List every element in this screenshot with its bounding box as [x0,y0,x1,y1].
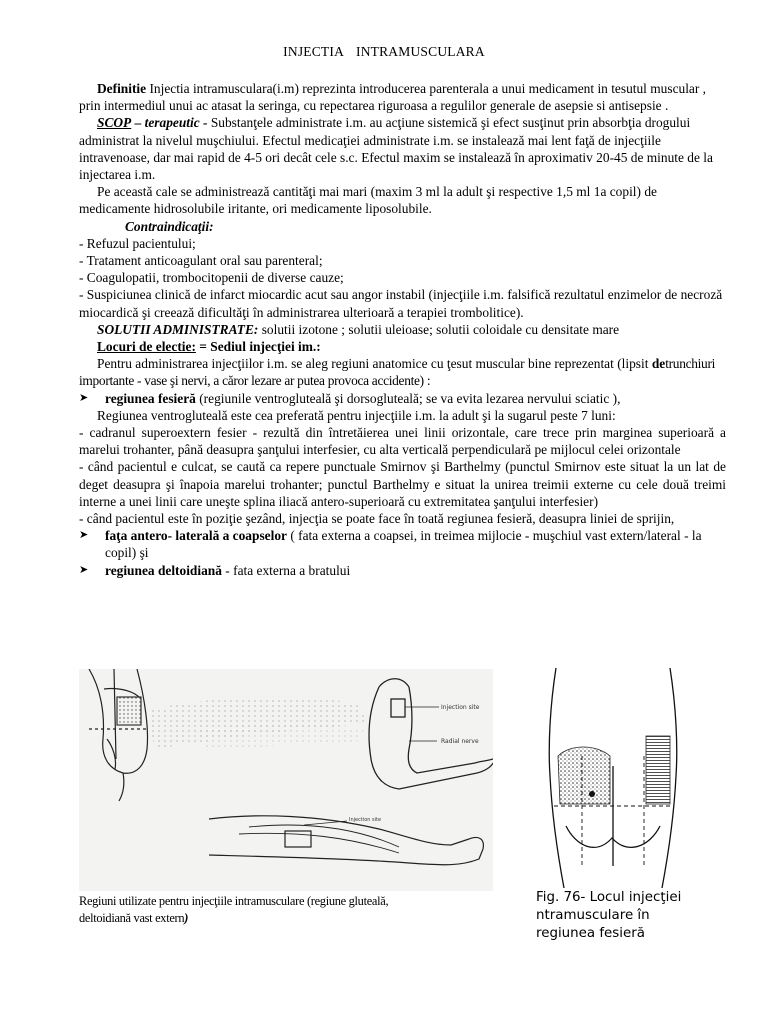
solutii-paragraph [79,321,726,338]
coapsa-bullet [79,527,726,561]
contraindicatie-item: - Tratament anticoagulant oral sau parenteral; [79,253,323,269]
speckle-texture [149,696,369,751]
gluteal-back-drawing [536,666,688,888]
injection-site-label: Injection site [441,704,480,711]
page-title [0,44,768,60]
fesiera-paragraph: Regiunea ventrogluteală este cea preferată pentru injecţiile i.m. la adult şi la sugarul peste 7 luni: [97,407,616,423]
figure1-caption: Regiuni utilizate pentru injecţiile intramusculare (regiune gluteală, deltoidiană vast extern) [79,894,389,925]
locuri-heading [79,338,726,355]
injection-regions-figure [79,669,493,891]
locuri-paragraph: Pentru administrarea injecţiilor i.m. se aleg regiuni anatomice cu ţesut muscular bine reprezentat (lipsit detrunchiuri importante - vase şi nervi, a căror lezare ar putea provoca accidente) : [79,356,716,389]
fesiera-detail: - când pacientul e culcat, se caută ca repere punctuale Smirnov şi Barthelmy (punctul Smirnov este situat la un lat de deget deasupra şi înapoia marelui trohanter; punctul Barthelmy e situat la unirea treimii externe cu cele două treimi interne a unei linii care uneşte splina iliacă antero-superioară cu extremitatea şanţului interfesier) [79,459,726,509]
deltoid-arm-drawing [369,679,493,789]
arrow-bullet-icon: ➤ [79,563,89,576]
title-word-2: INTRAMUSCULARA [356,44,485,59]
locuri-label-2: = Sediul injecţiei im.: [199,339,321,355]
gluteal-injection-figure [536,666,688,888]
arrow-bullet-icon: ➤ [79,529,89,542]
arrow-bullet-icon: ➤ [79,391,89,404]
radial-nerve-label: Radial nerve [441,738,479,745]
contraindicatii-heading: Contraindicaţii: [125,218,214,234]
injection-regions-drawing [79,669,493,891]
thigh-injection-site-label: Injection site [349,817,382,823]
scop-label-2: – terapeutic - [134,115,208,131]
thigh-leg-drawing [209,816,483,865]
fesiera-bullet [79,390,726,407]
scop-label: SCOP [97,115,132,131]
definitie-label: Definitie [97,81,147,96]
cantitati-paragraph: Pe această cale se administrează cantităţi mai mari (maxim 3 ml la adult şi respective 1,5 ml 1a copil) de medicamente hidrosolubile iritante, ori medicamente liposolubile. [79,184,657,217]
deltoid-bullet [79,562,726,579]
coapsa-label: faţa antero- laterală a coapselor [105,528,287,544]
contraindicatie-item: - Suspiciunea clinică de infarct miocardic acut sau angor instabil (injecţiile i.m. falsifică rezultatul enzimelor de necroză miocardică şi creează dificultăţi în administrarea ulterioară a terapiei trombolitice). [79,287,723,320]
definitie-paragraph [79,80,726,114]
gluteal-region-drawing [89,669,149,801]
scop-text: Substanţele administrate i.m. au acţiune sistemică şi efect susţinut prin absorbţia drogului administrat la nivelul muşchiului. Efectul medicaţiei administrate i.m. se instalează mai lent faţă de injecţiile intravenoase, dar mai rapid de 4-5 ori decât cele s.c. Efectul maxim se instalează în aproximativ 20-45 de minute de la injectarea i.m. [79,115,713,183]
fesiera-detail: - când pacientul este în poziţie şezând, injecţia se poate face în toată regiunea fesieră, deasupra liniei de sprijin, [79,511,675,527]
scop-paragraph [79,114,726,183]
coapsa-text: ( fata externa a coapsei, in treimea mijlocie - muşchiul vast extern/lateral - la copil) şi [105,528,702,561]
figure2-caption: Fig. 76- Locul injecţiei ntramusculare în regiunea fesieră [536,890,682,941]
document-body [79,80,726,579]
solutii-label: SOLUTII ADMINISTRATE: [97,321,259,337]
title-word-1: INJECTIA [283,44,345,59]
fesiera-detail: - cadranul superoextern fesier - rezultă din întretăierea unei linii orizontale, care trece prin marginea superioară a marelui trohanter, până deasupra şanţului interfesier, cu alta verticală perpendiculară pe mijlocul celei orizontale [79,425,726,458]
deltoid-text: - fata externa a bratului [225,562,351,578]
solutii-text: solutii izotone ; solutii uleioase; solutii coloidale cu densitate mare [261,321,620,337]
locuri-label: Locuri de electie: [97,339,196,355]
fesiera-label: regiunea fesieră [105,390,196,406]
contraindicatie-item: - Coagulopatii, trombocitopenii de diverse cauze; [79,270,344,286]
fesiera-text: (regiunile ventrogluteală şi dorsogluteală; se va evita lezarea nervului sciatic ), [199,390,621,406]
contraindicatie-item: - Refuzul pacientului; [79,235,196,251]
deltoid-label: regiunea deltoidiană [105,562,222,578]
definitie-text: Injectia intramusculara(i.m) reprezinta introducerea parenterala a unui medicament in tesutul muscular , prin intermediul unui ac atasat la seringa, cu repectarea riguroasa a regulilor generale de asepsie si antisepsie . [79,81,707,114]
